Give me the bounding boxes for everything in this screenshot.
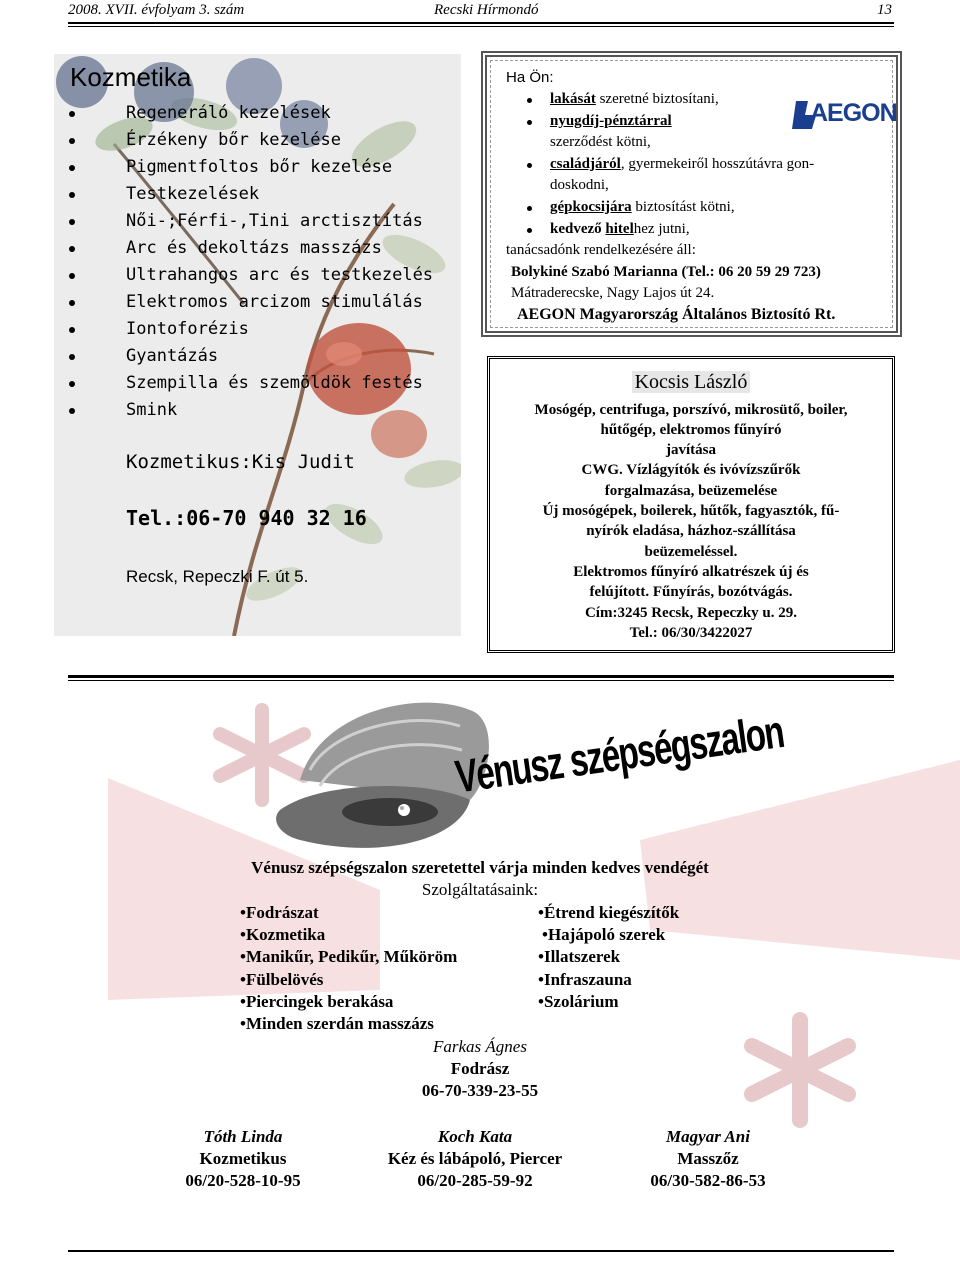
aegon-l10: Mátraderecske, Nagy Lajos út 24. <box>511 285 715 301</box>
list-item: Ultrahangos arc és testkezelés <box>64 262 433 289</box>
page-header <box>68 0 894 22</box>
aegon-l9: Bolykiné Szabó Marianna (Tel.: 06 20 59 29 723) <box>511 264 821 280</box>
list-item: Érzékeny bőr kezelése <box>64 127 433 154</box>
list-item: •Fülbelövés <box>240 970 324 989</box>
list-item: Pigmentfoltos bőr kezelése <box>64 154 433 181</box>
cosmetician-name: Kozmetikus:Kis Judit <box>126 451 355 473</box>
list-item: Smink <box>64 397 433 424</box>
kozmetika-title: Kozmetika <box>70 62 192 92</box>
aegon-l7c: hez jutni, <box>633 221 690 237</box>
list-item: •Piercingek berakása <box>240 992 394 1011</box>
aegon-l3: szerződést kötni, <box>550 134 651 150</box>
venusz-intro: Vénusz szépségszalon szeretettel várja minden kedves vendégét <box>251 858 709 877</box>
section-divider-thin <box>68 680 894 681</box>
aegon-l4a: családjáról <box>550 156 621 172</box>
cosmetician-phone: Tel.:06-70 940 32 16 <box>126 506 367 530</box>
list-item: •Infraszauna <box>538 970 632 989</box>
section-divider <box>68 675 894 678</box>
main-contact-role: Fodrász <box>450 1059 510 1078</box>
staff-name: Koch Kata <box>437 1127 513 1146</box>
kocsis-line: Mosógép, centrifuga, porszívó, mikrosütő, boiler, <box>534 402 848 418</box>
staff-name: Magyar Ani <box>666 1127 750 1146</box>
aegon-logo <box>792 95 897 133</box>
publication-title: Recski Hírmondó <box>434 2 539 18</box>
page-number: 13 <box>877 2 892 18</box>
kocsis-line: Cím:3245 Recsk, Repeczky u. 29. <box>584 605 798 621</box>
aegon-ad <box>481 51 902 337</box>
kocsis-title-text: Kocsis László <box>632 371 751 393</box>
kocsis-line: hűtőgép, elektromos fűnyíró <box>600 422 782 438</box>
kocsis-title <box>490 371 892 394</box>
header-rule <box>68 22 894 24</box>
staff-role: Masszőz <box>677 1149 739 1168</box>
aegon-l7a: kedvező <box>550 221 606 237</box>
list-item <box>550 156 814 173</box>
issue-label: 2008. XVII. évfolyam 3. szám <box>68 2 245 18</box>
footer-rule <box>68 1250 894 1252</box>
kocsis-line: Elektromos fűnyíró alkatrészek új és <box>573 564 809 580</box>
kocsis-line: javítása <box>666 442 716 458</box>
main-contact-phone: 06-70-339-23-55 <box>421 1081 539 1100</box>
services-heading: Szolgáltatásaink: <box>421 880 539 899</box>
aegon-l1b: szeretné biztosítani, <box>599 91 719 107</box>
venusz-title: Vénusz szépségszalon <box>452 705 787 803</box>
list-item: •Minden szerdán masszázs <box>240 1014 434 1033</box>
list-item: •Illatszerek <box>538 947 621 966</box>
list-item: •Manikűr, Pedikűr, Műköröm <box>240 947 458 966</box>
aegon-l6a: gépkocsijára <box>550 199 632 215</box>
list-item: Regeneráló kezelések <box>64 100 433 127</box>
list-item: •Étrend kiegészítők <box>538 903 680 922</box>
list-item: Arc és dekoltázs masszázs <box>64 235 433 262</box>
kocsis-line: forgalmazása, beüzemelése <box>604 483 778 499</box>
aegon-l5: doskodni, <box>550 177 609 193</box>
staff-role: Kéz és lábápoló, Piercer <box>387 1149 563 1168</box>
list-item <box>550 113 672 130</box>
aegon-l7b: hitel <box>605 221 634 237</box>
cosmetician-address: Recsk, Repeczki F. út 5. <box>126 567 309 586</box>
list-item: Testkezelések <box>64 181 433 208</box>
aegon-heading: Ha Ön: <box>506 69 554 86</box>
kocsis-line: felújított. Fűnyírás, bozótvágás. <box>589 584 793 600</box>
list-item: Elektromos arcizom stimulálás <box>64 289 433 316</box>
staff-card <box>578 1126 838 1192</box>
kocsis-line: Tel.: 06/30/3422027 <box>629 625 753 641</box>
list-item <box>550 91 719 108</box>
aegon-l6b: biztosítást kötni, <box>635 199 735 215</box>
aegon-l11: AEGON Magyarország Általános Biztosító Rt. <box>517 306 836 323</box>
list-item: Iontoforézis <box>64 316 433 343</box>
list-item: •Hajápoló szerek <box>542 925 666 944</box>
services-list <box>64 100 433 424</box>
aegon-l4b: , gyermekeiről hosszútávra gon- <box>620 156 815 172</box>
list-item <box>550 199 735 216</box>
list-item: •Szolárium <box>538 992 619 1011</box>
blossom-icon <box>220 710 304 800</box>
list-item: Női-;Férfi-,Tini arctisztítás <box>64 208 433 235</box>
staff-role: Kozmetikus <box>199 1149 287 1168</box>
list-item: Szempilla és szemöldök festés <box>64 370 433 397</box>
staff-phone: 06/30-582-86-53 <box>650 1171 766 1190</box>
kozmetika-ad <box>54 54 461 636</box>
list-item: •Kozmetika <box>240 925 326 944</box>
staff-card <box>345 1126 605 1192</box>
kocsis-line: Új mosógépek, boilerek, hűtők, fagyasztók, fű- <box>542 503 840 519</box>
aegon-l1a: lakását <box>550 91 596 107</box>
staff-card <box>113 1126 373 1192</box>
list-item: Gyantázás <box>64 343 433 370</box>
list-item <box>550 221 690 238</box>
header-rule-thin <box>68 26 894 27</box>
kocsis-line: beüzemeléssel. <box>644 544 738 560</box>
kocsis-line: CWG. Vízlágyítók és ivóvízszűrők <box>581 462 801 478</box>
staff-phone: 06/20-285-59-92 <box>417 1171 533 1190</box>
aegon-l8: tanácsadónk rendelkezésére áll: <box>506 242 696 258</box>
kocsis-ad <box>487 356 895 653</box>
list-item: •Fodrászat <box>240 903 319 922</box>
main-contact-name: Farkas Ágnes <box>433 1037 527 1056</box>
kocsis-line: nyírók eladása, házhoz-szállítása <box>586 523 796 539</box>
aegon-l2: nyugdíj-pénztárral <box>550 113 672 129</box>
staff-name: Tóth Linda <box>203 1127 283 1146</box>
staff-phone: 06/20-528-10-95 <box>185 1171 301 1190</box>
aegon-logo-text: AEGON <box>810 99 897 127</box>
